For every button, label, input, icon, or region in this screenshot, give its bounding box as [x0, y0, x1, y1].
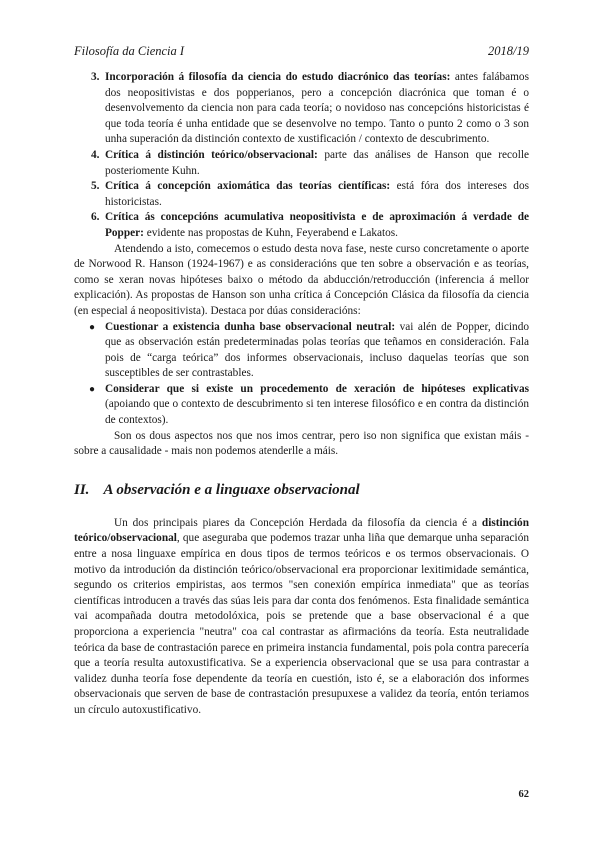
- paragraph-text-start: Un dos principais piares da Concepción Herdada da filosofía da ciencia é a: [114, 516, 482, 529]
- key-term: distinción teórico/observacional: [74, 516, 529, 545]
- paragraph-intro: Atendendo a isto, comecemos o estudo desta nova fase, neste curso concretamente o aporte de Norwood R. Hanson (1924-1967) e as consideracións que ten sobre a observación e as teorías, como se xeran novas hipóteses baixo o método da abducción/retroducción (inferencia á mellor explicación). As propostas de Hanson son unha crítica á Concepción Clásica da filosofía da ciencia (en especial á neopositivista). Destaca por dúas consideracións:: [74, 242, 529, 317]
- item-number: 3.: [91, 71, 100, 83]
- paragraph-section: [74, 516, 529, 719]
- bullet-item: [74, 320, 529, 382]
- item-text: antes falábamos dos neopositivistas e dos popperianos, pero a concepción diacrónica que toman é o desenvolvemento da ciencia non para cada teoría; o novidoso nas concepcións historicistas é que toda teoría é unha entidade que se desenvolve no tempo. Tanto o punto 2 como o 3 son unha superación da distinción contexto de xustificación / contexto de descubrimento.: [105, 71, 529, 146]
- bullet-icon: ●: [89, 383, 96, 395]
- item-heading: Crítica á distinción teórico/observacional:: [105, 148, 318, 161]
- paragraph-text-rest: , que aseguraba que podemos trazar unha liña que demarque unha separación entre a nosa linguaxe empírica en dous tipos de termos teóricos e os termos observacionais. O motivo da introdución da distinción teórico/observacional era proporcionar lexitimidade semántica, segundo os criterios empiristas, aos termos "sen conexión empírica inmediata" que as teorías científicas introducen a través das súas leis para dar conta dos fenómenos. Esta finalidade semántica vai acompañada doutra metodolóxica, pois se pretende que a base observacional é a que proporciona a experiencia "neutra" coa cal contrastar as afirmacións da teoría. Esta neutralidade teórica da base de contrastación parece en primeira instancia fundamental, pois pola contra parecería que a teoría resulta autoxustificativa. Se a experiencia observacional que se usa para contrastar a validez dunha teoría fose dependente da teoría en cuestión, isto é, se a elaboración dos informes observacionais que serven de base de contrastación presupuxese a validez da teoría, entón teriamos un círculo autoxustificativo.: [74, 532, 529, 716]
- section-title: A observación e a linguaxe observacional: [103, 481, 360, 498]
- header-course-title: Filosofía da Ciencia I: [74, 44, 185, 58]
- bullet-heading: Cuestionar a existencia dunha base observacional neutral:: [105, 320, 396, 333]
- bullet-heading: Considerar que si existe un procedemento de xeración de hipóteses explicativas: [105, 382, 529, 395]
- list-item: [74, 70, 529, 148]
- item-number: 5.: [91, 180, 100, 193]
- list-item: [74, 148, 529, 179]
- item-text: está fóra dos intereses dos historicistas.: [105, 180, 529, 208]
- item-heading: Crítica ás concepcións acumulativa neopositivista e de aproximación á verdade de Popper:: [105, 211, 529, 239]
- item-text: evidente nas propostas de Kuhn, Feyerabend e Lakatos.: [143, 226, 399, 239]
- paragraph-closing: Son os dous aspectos nos que nos imos centrar, pero iso non significa que existan máis -sobre a causalidade - mais non podemos atenderlle a máis.: [74, 429, 529, 458]
- bullet-list: [74, 320, 529, 429]
- item-number: 6.: [91, 211, 100, 224]
- bullet-item: [74, 382, 529, 429]
- item-heading: Crítica á concepción axiomática das teorías científicas:: [105, 180, 391, 193]
- section-heading: [74, 480, 529, 500]
- list-item: [74, 210, 529, 241]
- bullet-icon: ●: [89, 321, 96, 333]
- page-number: 62: [518, 789, 529, 800]
- list-item: [74, 179, 529, 210]
- header-year: 2018/19: [488, 44, 529, 58]
- page-body: [74, 70, 529, 719]
- item-text: parte das análises de Hanson que recolle posteriomente Kuhn.: [105, 148, 529, 177]
- numbered-list: [74, 70, 529, 242]
- item-heading: Incorporación á filosofía da ciencia do estudo diacrónico das teorías:: [105, 71, 451, 83]
- section-number: II.: [74, 481, 90, 498]
- page-header: [74, 44, 529, 62]
- bullet-text: (apoiando que o contexto de descubrimento si ten interese filosófico e en contra da distinción de contextos).: [105, 398, 529, 427]
- bullet-text: vai alén de Popper, dicindo que as observación están predeterminadas polas teorías que teñamos en consideración. Fala pois de “carga teórica” dos informes observacionais, incluso daquelas teorías que son susceptibles de ser contrastables.: [105, 320, 529, 380]
- item-number: 4.: [91, 148, 100, 161]
